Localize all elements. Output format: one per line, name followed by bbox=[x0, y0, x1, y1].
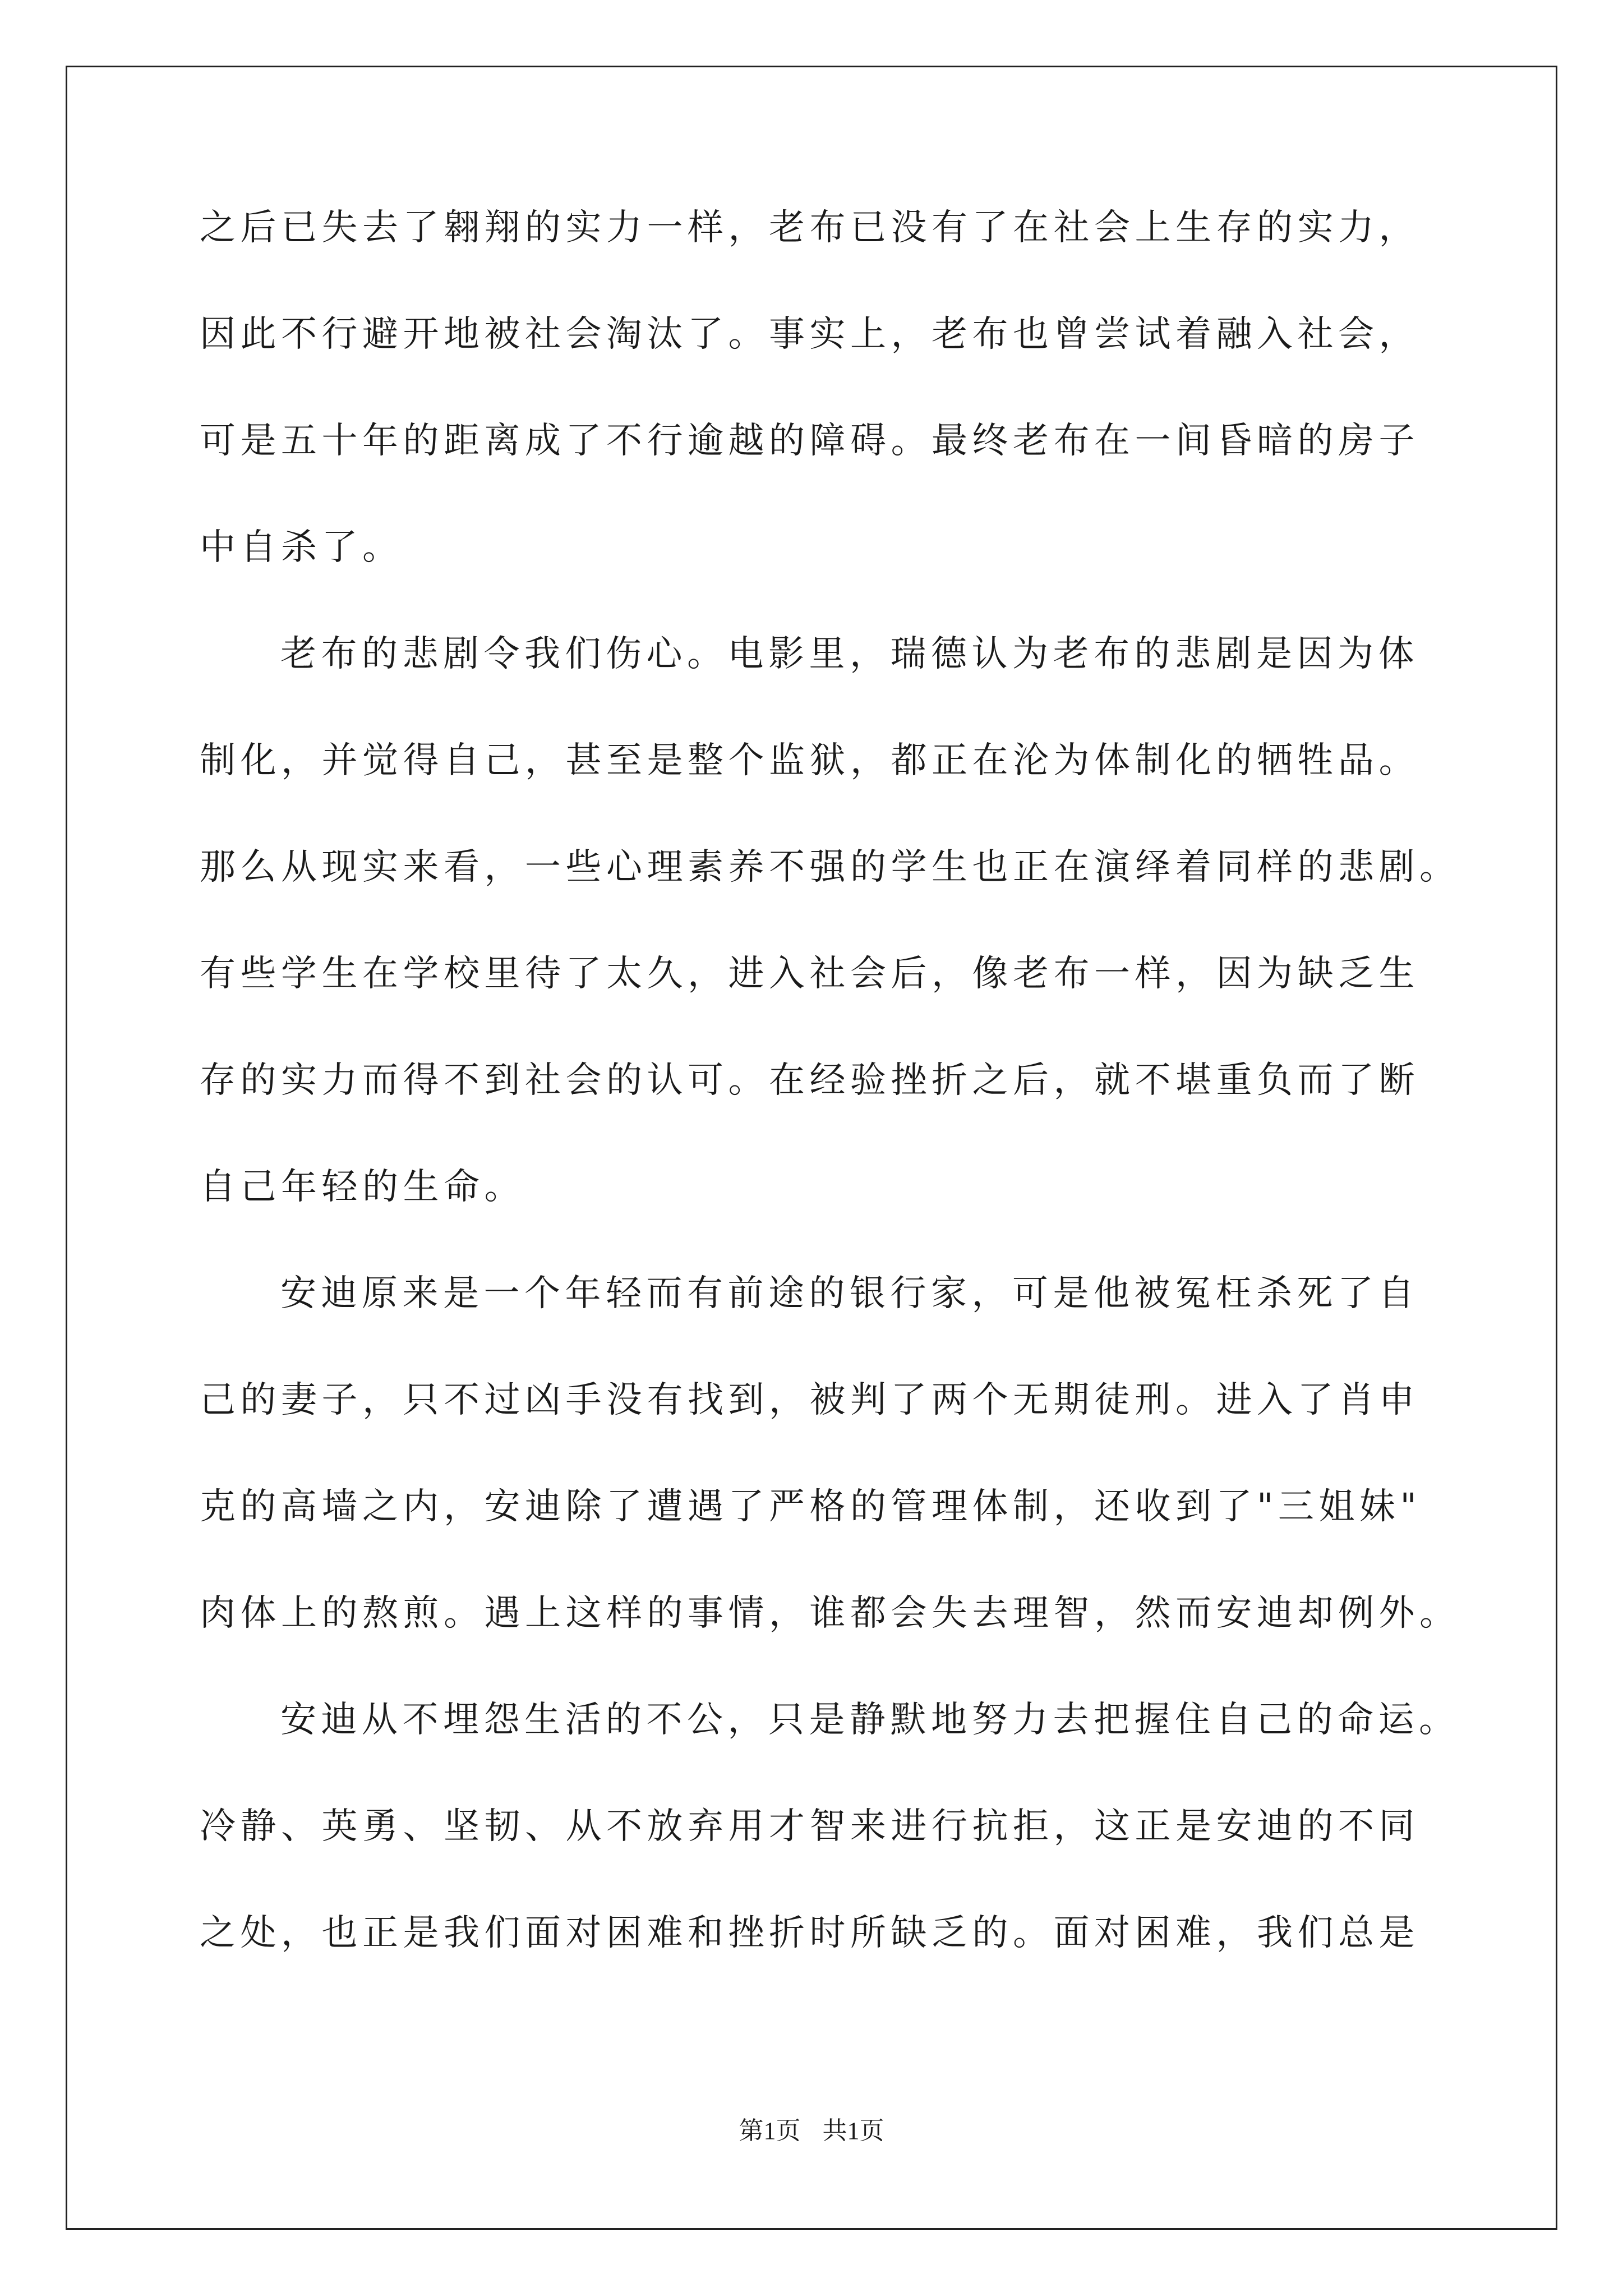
text-line: 克的高墙之内，安迪除了遭遇了严格的管理体制，还收到了"三姐妹" bbox=[200, 1486, 1422, 1527]
page-footer bbox=[0, 2115, 1623, 2147]
page-border bbox=[66, 66, 1557, 2230]
text-line: 自己年轻的生命。 bbox=[200, 1166, 525, 1208]
paragraph-first-line: 安迪从不埋怨生活的不公，只是静默地努力去把握住自己的命运。 bbox=[280, 1699, 1460, 1741]
text-line: 存的实力而得不到社会的认可。在经验挫折之后，就不堪重负而了断 bbox=[200, 1060, 1419, 1101]
text-line: 制化，并觉得自己，甚至是整个监狱，都正在沦为体制化的牺牲品。 bbox=[200, 740, 1419, 781]
text-line: 中自杀了。 bbox=[200, 527, 403, 568]
text-line: 之后已失去了翱翔的实力一样，老布已没有了在社会上生存的实力， bbox=[200, 207, 1419, 249]
text-line: 可是五十年的距离成了不行逾越的障碍。最终老布在一间昏暗的房子 bbox=[200, 420, 1419, 462]
page-number-total: 共1页 bbox=[822, 2117, 884, 2145]
text-line: 那么从现实来看，一些心理素养不强的学生也正在演绎着同样的悲剧。 bbox=[200, 846, 1460, 888]
paragraph-first-line: 老布的悲剧令我们伤心。电影里，瑞德认为老布的悲剧是因为体 bbox=[280, 633, 1419, 675]
text-line: 己的妻子，只不过凶手没有找到，被判了两个无期徒刑。进入了肖申 bbox=[200, 1379, 1419, 1421]
text-line: 肉体上的熬煎。遇上这样的事情，谁都会失去理智，然而安迪却例外。 bbox=[200, 1593, 1460, 1634]
text-line: 有些学生在学校里待了太久，进入社会后，像老布一样，因为缺乏生 bbox=[200, 953, 1419, 995]
text-line: 因此不行避开地被社会淘汰了。事实上，老布也曾尝试着融入社会， bbox=[200, 314, 1419, 355]
page-number-current: 第1页 bbox=[739, 2117, 801, 2145]
text-line: 冷静、英勇、坚韧、从不放弃用才智来进行抗拒，这正是安迪的不同 bbox=[200, 1806, 1419, 1847]
paragraph-first-line: 安迪原来是一个年轻而有前途的银行家，可是他被冤枉杀死了自 bbox=[280, 1273, 1419, 1314]
text-line: 之处，也正是我们面对困难和挫折时所缺乏的。面对困难，我们总是 bbox=[200, 1912, 1419, 1954]
